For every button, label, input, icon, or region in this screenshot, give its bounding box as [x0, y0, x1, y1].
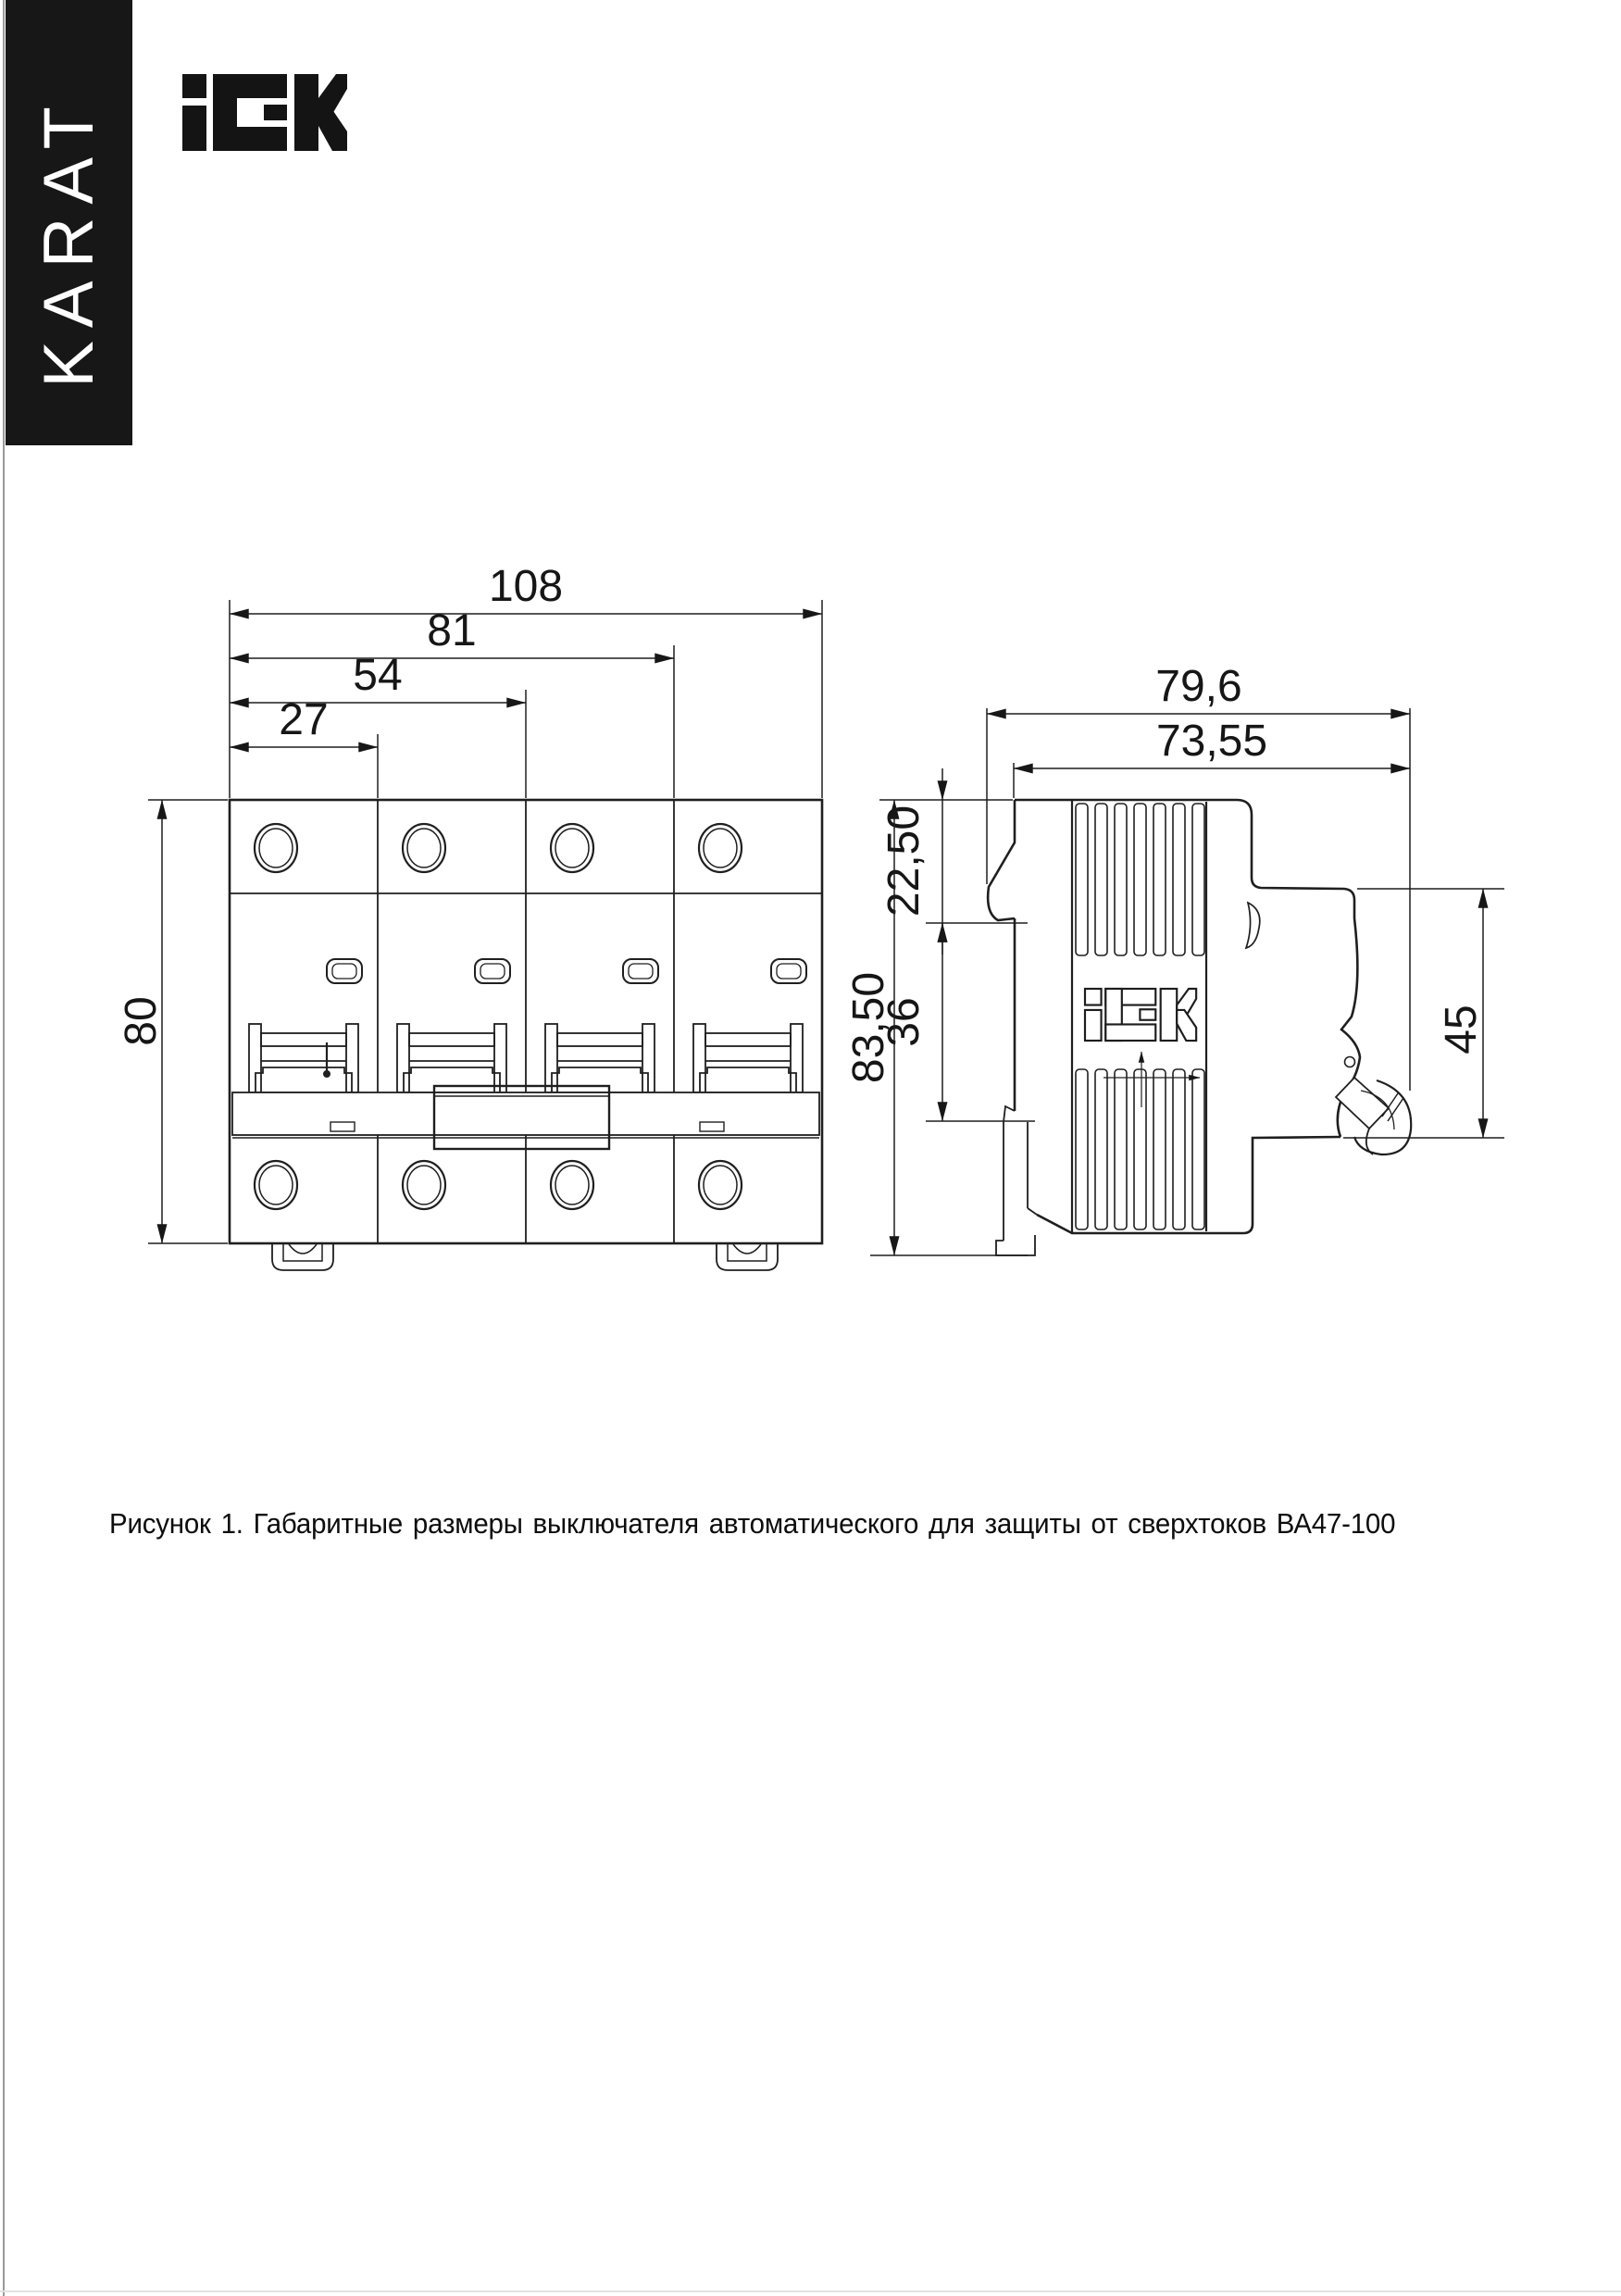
dim-label-45: 45 — [1437, 1004, 1486, 1054]
iek-logo — [182, 74, 347, 151]
side-toggle-lever — [1336, 1078, 1411, 1154]
front-view-drawing — [230, 800, 822, 1270]
karat-label: KARAT — [29, 93, 108, 388]
vent-slots-top — [1076, 804, 1204, 955]
din-clips — [272, 1243, 778, 1270]
side-din-clip — [996, 1106, 1037, 1255]
pivot-screw-detail — [1345, 1057, 1355, 1067]
dim-label-22-50: 22,50 — [879, 805, 929, 917]
dim-label-36: 36 — [879, 997, 929, 1047]
dim-label-108: 108 — [488, 562, 564, 611]
side-view-drawing — [988, 800, 1411, 1255]
side-view-dimensions — [844, 662, 1504, 1255]
iek-logo-side — [1085, 989, 1196, 1041]
figure-caption: Рисунок 1. Габаритные размеры выключателя автоматического для защиты от сверхтоков ВА47-100 — [109, 1507, 1396, 1540]
dim-label-80: 80 — [117, 996, 166, 1046]
dim-label-79-6: 79,6 — [1155, 662, 1242, 711]
handle-lock-strip — [232, 1092, 819, 1138]
dim-label-73-55: 73,55 — [1155, 717, 1268, 766]
dim-label-54: 54 — [353, 651, 403, 700]
vent-slots-bottom — [1076, 1069, 1204, 1229]
dim-label-81: 81 — [427, 606, 477, 655]
molded-bean-detail — [1246, 903, 1260, 948]
dim-label-27: 27 — [279, 695, 329, 744]
dim-label-83-50: 83,50 — [844, 971, 893, 1084]
